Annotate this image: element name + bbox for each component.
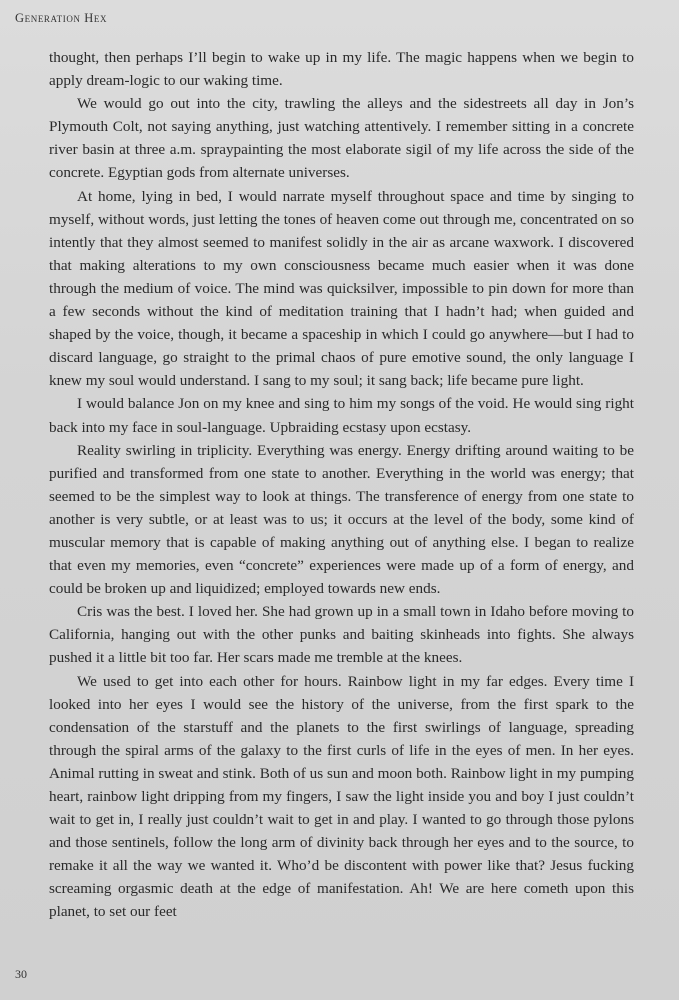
paragraph: At home, lying in bed, I would narrate myself throughout space and time by singing to myself, without words, just letting the tones of heaven come out through me, concentrated on so intently that they almost seemed to manifest solidly in the air as arcane waxwork. I discovered that making alterations to my own consciousness became much easier when it was done through the medium of voice. The mind was quicksilver, impossible to pin down for more than a few seconds without the kind of meditation training that I hadn’t had; when guided and shaped by the voice, though, it became a spaceship in which I could go anywhere—but I had to discard language, go straight to the primal chaos of pure emotive sound, the only language I knew my soul would understand. I sang to my soul; it sang back; life became pure light. <box>49 187 634 390</box>
running-head: Generation Hex <box>15 11 108 25</box>
paragraph: I would balance Jon on my knee and sing to him my songs of the void. He would sing right back into my face in soul-language. Upbraiding ecstasy upon ecstasy. <box>49 395 634 436</box>
page-number: 30 <box>15 967 27 981</box>
paragraph: We used to get into each other for hours. Rainbow light in my far edges. Every time I looked into her eyes I would see the history of the universe, from the first spark to the condensation of the starstuff and the planets to the first swirlings of language, spreading through the spiral arms of the galaxy to the first curls of life in the eyes of men. In her eyes. Animal rutting in sweat and stink. Both of us sun and moon both. Rainbow light in my pumping heart, rainbow light dripping from my fingers, I saw the light inside you and boy I just couldn’t wait to get in, I really just couldn’t wait to get in and play. I wanted to go through those pylons and those sentinels, follow the long arm of divinity back through her eyes and to the source, to remake it all the way we wanted it. Who’d be discontent with power like that? Jesus fucking screaming orgasmic death at the edge of manifestation. Ah! We are here cometh upon this planet, to set our feet <box>49 672 634 921</box>
body-text <box>49 46 634 924</box>
paragraph-continued: thought, then perhaps I’ll begin to wake up in my life. The magic happens when we begin to apply dream-logic to our waking time. <box>49 49 634 90</box>
paragraph: Reality swirling in triplicity. Everything was energy. Energy drifting around waiting to be purified and transformed from one state to another. Everything in the world was energy; that seemed to be the simplest way to look at things. The transference of energy from one state to another is very subtle, or at least was to us; it occurs at the level of the body, some kind of muscular memory that is capable of making anything out of anything else. I began to realize that even my memories, even “concrete” experiences were made up of a form of energy, and could be broken up and liquidized; employed towards new ends. <box>49 441 634 598</box>
paragraph: Cris was the best. I loved her. She had grown up in a small town in Idaho before moving to California, hanging out with the other punks and baiting skinheads into fights. She always pushed it a little bit too far. Her scars made me tremble at the knees. <box>49 603 634 667</box>
paragraph: We would go out into the city, trawling the alleys and the sidestreets all day in Jon’s Plymouth Colt, not saying anything, just watching attentively. I remember sitting in a concrete river basin at three a.m. spraypainting the most elaborate sigil of my life across the side of the concrete. Egyptian gods from alternate universes. <box>49 95 634 182</box>
